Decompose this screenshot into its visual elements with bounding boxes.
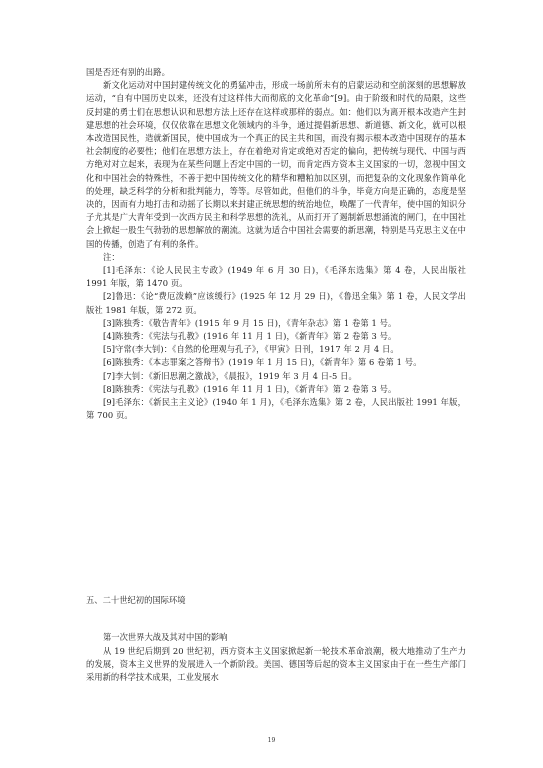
paragraph-continuation: 国是否还有别的出路。 xyxy=(86,67,170,77)
paragraph-new-culture-movement: 新文化运动对中国封建传统文化的勇猛冲击，形成一场前所未有的启蒙运动和空前深刻的思想解放运动，“自有中国历史以来，还没有过这样伟大而彻底的文化革命”[9]。由于阶级和时代的局限，这些反封建的勇士们在思想认识和思想方法上还存在这样或那样的弱点。如：他们以为离开根本改造产生封建思想的社会环境，仅仅依靠在思想文化领域内的斗争，通过提倡新思想、新道德、新文化，就可以根本改造国民性，造就新国民，使中国成为一个真正的民主共和国，而没有揭示根本改造中国现存的基本社会制度的必要性；他们在思想方法上，存在着绝对肯定或绝对否定的偏向，把传统与现代、中国与西方绝对对立起来，表现为在某些问题上否定中国的一切，而肯定西方资本主义国家的一切，忽视中国文化和中国社会的特殊性，不善于把中国传统文化的精华和糟粕加以区别，而把复杂的文化现象作简单化的处理，缺乏科学的分析和批判能力，等等。尽管如此，但他们的斗争，毕竟方向是正确的，态度是坚决的，因而有力地打击和动摇了长期以来封建正统思想的统治地位，唤醒了一代青年，使中国的知识分子尤其是广大青年受到一次西方民主和科学思想的洗礼，从而打开了遏制新思想涌流的闸门，在中国社会上掀起一股生气勃勃的思想解放的潮流。这就为适合中国社会需要的新思潮，特别是马克思主义在中国的传播，创造了有利的条件。 xyxy=(86,80,466,249)
footnote-2: [2]鲁迅：《论“费厄泼赖”应该缓行》(1925 年 12 月 29 日)，《鲁迅全集》第 1 卷，人民文学出版社 1981 年版，第 272 页。 xyxy=(86,291,466,315)
footnote-5: [5]守常(李大钊)：《自然的伦理观与孔子》，《甲寅》日刊，1917 年 2 月 4 日。 xyxy=(103,344,399,355)
sub-heading: 第一次世界大战及其对中国的影响 xyxy=(103,632,228,642)
footnote-1: [1]毛泽东：《论人民民主专政》(1949 年 6 月 30 日)，《毛泽东选集》第 4 卷，人民出版社 1991 年版，第 1470 页。 xyxy=(86,265,466,289)
notes-label: 注： xyxy=(103,251,120,262)
footnote-3: [3]陈独秀：《敬告青年》(1915 年 9 月 15 日)，《青年杂志》第 1 卷第 1 号。 xyxy=(103,317,397,328)
page-number: 19 xyxy=(267,737,276,744)
footnote-9: [9]毛泽东：《新民主主义论》(1940 年 1 月)，《毛泽东选集》第 2 卷，人民出版社 1991 年版，第 700 页。 xyxy=(86,397,466,421)
body-text xyxy=(86,66,466,422)
footnote-4: [4]陈独秀：《宪法与孔教》(1916 年 11 月 1 日)，《新青年》第 2 卷第 3 号。 xyxy=(103,331,397,342)
footnote-7: [7]李大钊：《新旧思潮之激战》，《晨报》，1919 年 3 月 4 日-5 日。 xyxy=(103,370,357,381)
footnote-6: [6]陈独秀：《本志罪案之答辩书》(1919 年 1 月 15 日)，《新青年》第 6 卷第 1 号。 xyxy=(103,357,422,368)
footnote-8: [8]陈独秀：《宪法与孔教》(1916 年 11 月 1 日)，《新青年》第 2 卷第 3 号。 xyxy=(103,383,397,394)
paragraph-international-environment: 从 19 世纪后期到 20 世纪初，西方资本主义国家掀起新一轮技术革命浪潮，极大地推动了生产力的发展，资本主义世界的发展进入一个新阶段。美国、德国等后起的资本主义国家由于在一些生产部门采用新的科学技术成果，工业发展水 xyxy=(86,646,466,683)
section-heading: 五、二十世纪初的国际环境 xyxy=(86,595,186,605)
